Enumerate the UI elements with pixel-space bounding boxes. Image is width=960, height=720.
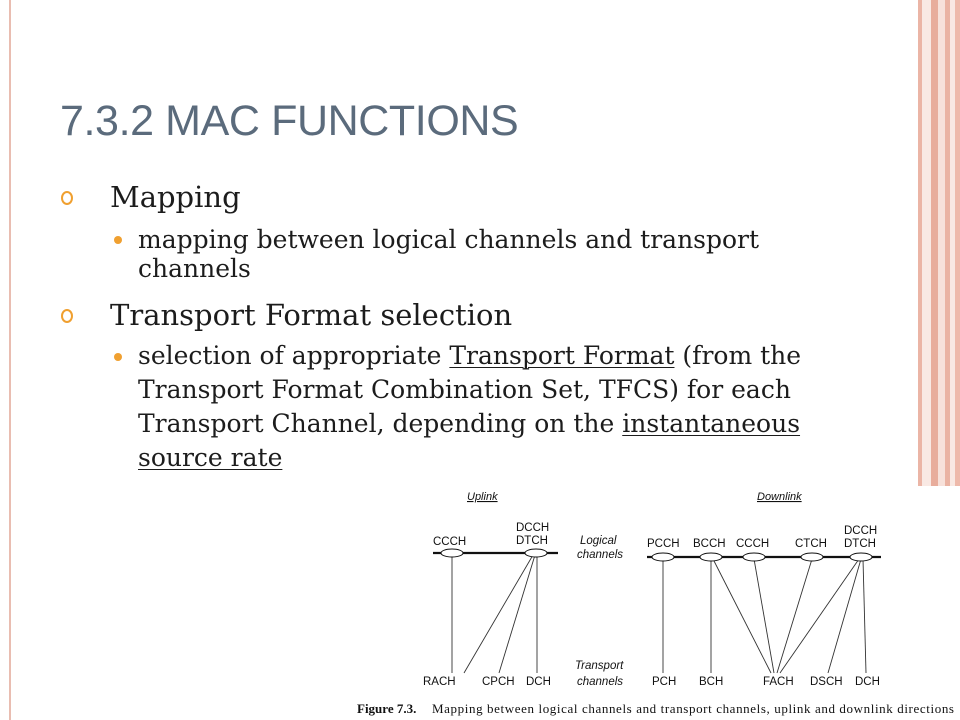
uplink-heading: Uplink [467,491,498,503]
channel-node [743,553,765,561]
underlined-term: Transport Format [449,341,675,370]
transport-channel-label: RACH [423,676,456,688]
transport-channel-label: DSCH [810,676,843,688]
mapping-line-dcch-dsch [828,559,861,673]
bullet-heading-mapping: Mapping [110,180,241,214]
logical-channel-label: DCCH [844,525,878,537]
mapping-line-ctch-fach [777,559,812,673]
figure-caption-text: Mapping between logical channels and transport channels, uplink and downlink directions [432,701,954,716]
transport-channel-label: FACH [763,676,794,688]
channel-node [652,553,674,561]
sub-bullet-line [138,225,759,254]
downlink-heading: Downlink [757,491,802,503]
level2-bullet-icon [114,353,122,361]
transport-channel-label: BCH [699,676,724,688]
logical-channel-label: DCCH [516,522,550,534]
mapping-line-bcch-fach [713,559,771,673]
slide-title: 7.3.2 MAC FUNCTIONS [60,97,519,145]
figure-caption-label: Figure 7.3. [357,701,417,716]
sub-bullet-line [138,407,801,441]
left-border-rule [9,0,11,720]
bullet-heading-transport-format-selection: Transport Format selection [110,298,513,332]
mapping-line-dcch-fach [780,559,859,673]
mapping-line-ccch-fach [754,559,774,673]
logical-channel-label: DTCH [844,538,876,550]
channel-node [700,553,722,561]
sub-bullet-line [138,254,759,283]
row-label-transport-channels: channels [577,676,624,688]
text-segment: (from the [674,341,802,370]
mapping-line-dcch-dch-downlink [863,559,866,673]
sub-bullet-line [138,441,801,475]
level1-bullet-icon [61,191,73,205]
level1-bullet-icon [61,309,73,323]
channel-node [525,549,547,557]
channel-node [850,553,872,561]
transport-channel-label: CPCH [482,676,515,688]
channel-mapping-diagram [350,486,960,720]
underlined-term: source rate [138,443,283,472]
underlined-term: instantaneous [622,409,801,438]
channel-node [441,549,463,557]
logical-channel-label: CTCH [795,538,827,550]
logical-channel-label: CCCH [433,536,467,548]
mapping-line-dcch-rach [464,555,533,673]
channel-node [801,553,823,561]
text-segment: Transport Channel, depending on the [138,409,623,438]
transport-channel-label: DCH [855,676,880,688]
transport-channel-label: DCH [526,676,551,688]
logical-channel-label: BCCH [693,538,726,550]
level2-bullet-icon [114,236,122,244]
text-segment: mapping between logical channels and transport [138,225,760,254]
text-segment: Transport Format Combination Set, TFCS) for each [138,375,791,404]
sub-bullet-transport-format-selection [138,339,801,475]
sub-bullet-line [138,373,801,407]
transport-channel-label: PCH [652,676,677,688]
row-label-logical-channels: channels [577,549,624,561]
text-segment: channels [138,254,251,283]
mapping-line-dcch-cpch [499,555,535,673]
row-label-logical: Logical [580,535,617,547]
sub-bullet-line [138,339,801,373]
row-label-transport: Transport [575,660,624,672]
text-segment: selection of appropriate [138,341,450,370]
sub-bullet-mapping [138,225,759,283]
logical-channel-label: DTCH [516,535,548,547]
logical-channel-label: PCCH [647,538,680,550]
logical-channel-label: CCCH [736,538,770,550]
